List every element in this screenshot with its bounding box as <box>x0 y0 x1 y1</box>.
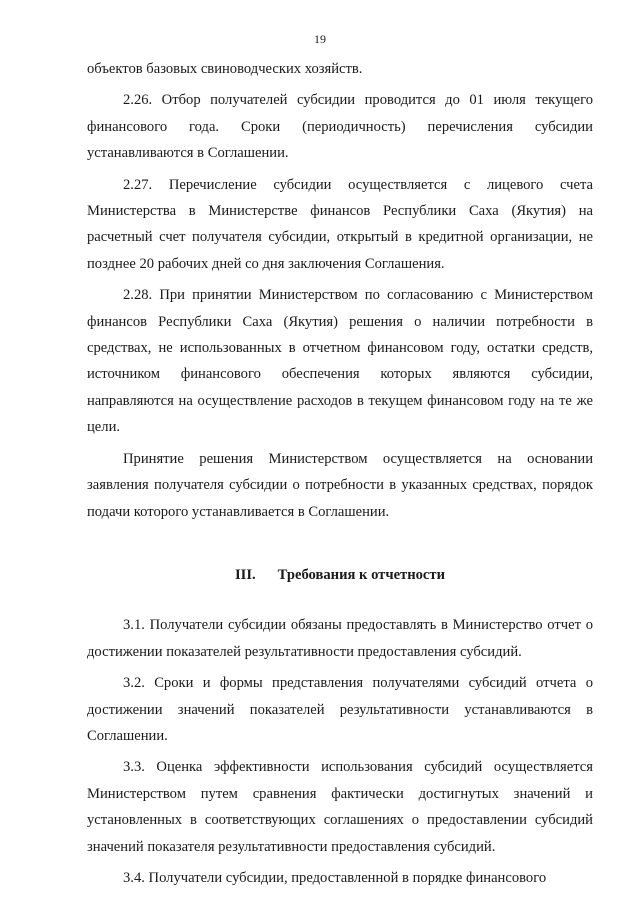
paragraph-3-1: 3.1. Получатели субсидии обязаны предоставлять в Министерство отчет о достижении показателей результативности предоставления субсидий. <box>87 617 593 660</box>
paragraph-3-2: 3.2. Сроки и формы представления получателями субсидий отчета о достижении значений показателей результативности устанавливаются в Соглашении. <box>87 675 593 744</box>
page-number: 19 <box>314 32 326 46</box>
document-body <box>87 56 593 896</box>
paragraph-continuation: объектов базовых свиноводческих хозяйств. <box>87 61 363 77</box>
paragraph-3-4: 3.4. Получатели субсидии, предоставленной в порядке финансового <box>123 869 547 886</box>
paragraph-3-3: 3.3. Оценка эффективности использования субсидий осуществляется Министерством путем сравнения фактически достигнутых значений и установленных в соответствующих соглашениях о предоставлении субсидий значений показателя результативности предоставления субсидий. <box>87 759 593 855</box>
paragraph-2-26: 2.26. Отбор получателей субсидии проводится до 01 июля текущего финансового года. Сроки (периодичность) перечисления субсидии устанавливаются в Соглашении. <box>87 92 593 162</box>
section-title: Требования к отчетности <box>277 566 445 583</box>
section-heading <box>87 562 593 588</box>
section-number: III. <box>234 566 256 583</box>
paragraph-decision: Принятие решения Министерством осуществляется на основании заявления получателя субсидии о потребности в указанных средствах, порядок подачи которого устанавливается в Соглашении. <box>87 450 593 520</box>
paragraph-2-28: 2.28. При принятии Министерством по согласованию с Министерством финансов Республики Саха (Якутия) решения о наличии потребности в средствах, не использованных в отчетном финансовом году, остатки средств, источником финансового обеспечения которых являются субсидии, направляются на осуществление расходов в текущем финансовом году на те же цели. <box>87 287 593 436</box>
paragraph-2-27: 2.27. Перечисление субсидии осуществляется с лицевого счета Министерства в Министерстве финансов Республики Саха (Якутия) на расчетный счет получателя субсидии, открытый в кредитной организации, не позднее 20 рабочих дней со дня заключения Соглашения. <box>87 176 593 272</box>
